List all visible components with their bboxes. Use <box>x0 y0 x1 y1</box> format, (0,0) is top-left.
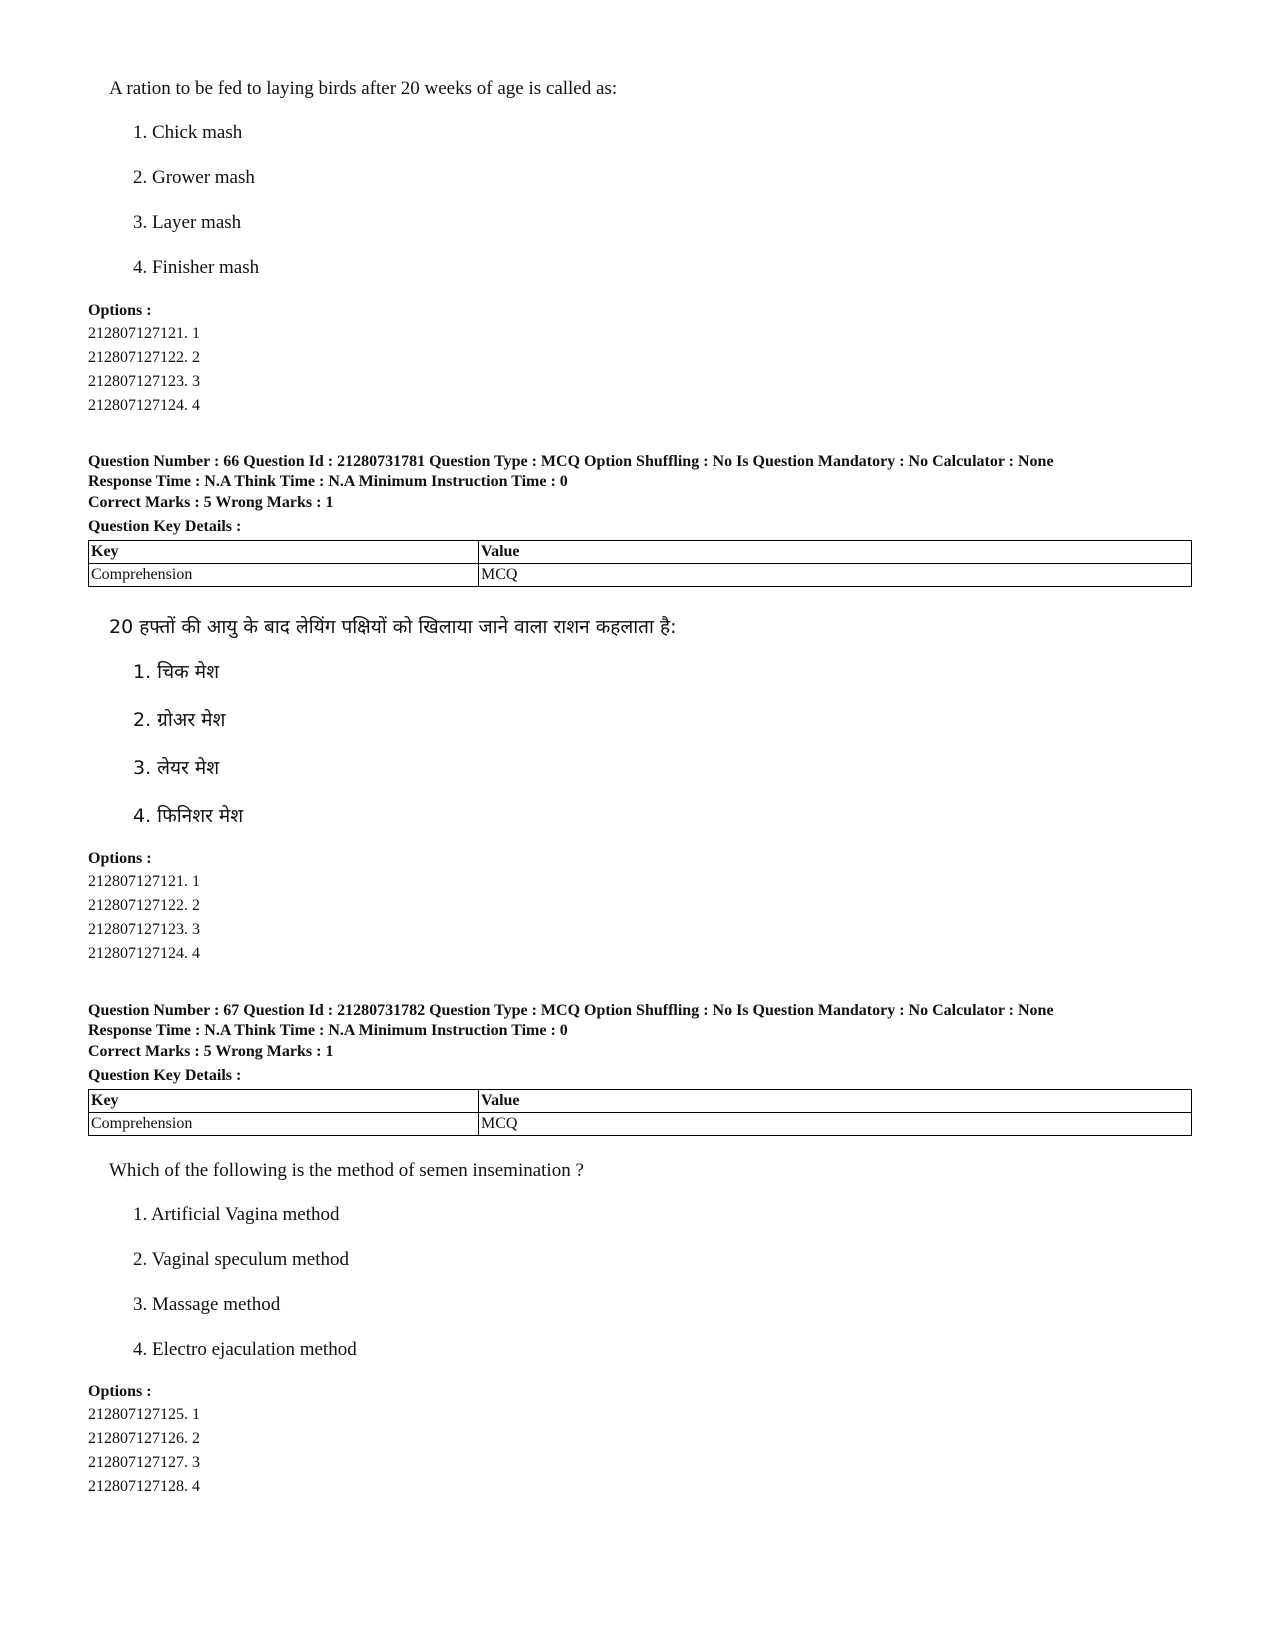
question-text: A ration to be fed to laying birds after 20 weeks of age is called as: <box>109 78 618 99</box>
table-cell-key: Comprehension <box>89 564 479 587</box>
table-header-value: Value <box>479 1090 1192 1113</box>
option-id: 212807127124. 4 <box>88 945 200 962</box>
option-id: 212807127126. 2 <box>88 1430 200 1447</box>
table-row <box>89 564 1192 587</box>
option-id: 212807127121. 1 <box>88 873 200 890</box>
table-cell-key: Comprehension <box>89 1113 479 1136</box>
choice-item: 1. चिक मेश <box>133 661 220 683</box>
option-id: 212807127122. 2 <box>88 897 200 914</box>
option-id: 212807127128. 4 <box>88 1478 200 1495</box>
table-header-key: Key <box>89 541 479 564</box>
choice-item: 2. Vaginal speculum method <box>133 1249 350 1270</box>
marks-line: Correct Marks : 5 Wrong Marks : 1 <box>88 1043 334 1060</box>
options-label: Options : <box>88 850 152 867</box>
choice-list <box>133 122 259 302</box>
question-meta <box>88 452 1054 492</box>
choice-item: 2. Grower mash <box>133 167 255 188</box>
question-meta <box>88 1001 1054 1041</box>
question-meta-line: Question Number : 67 Question Id : 21280731782 Question Type : MCQ Option Shuffling : No Is Question Mandatory : No Calculator : None <box>88 1002 1054 1019</box>
choice-item: 4. फिनिशर मेश <box>133 805 244 827</box>
key-details-table <box>88 540 1192 587</box>
option-id: 212807127123. 3 <box>88 373 200 390</box>
choice-item: 4. Finisher mash <box>133 257 260 278</box>
table-cell-value: MCQ <box>479 564 1192 587</box>
choice-item: 3. Layer mash <box>133 212 242 233</box>
choice-item: 4. Electro ejaculation method <box>133 1339 357 1360</box>
options-label: Options : <box>88 1383 152 1400</box>
table-header-row <box>89 1090 1192 1113</box>
option-id: 212807127123. 3 <box>88 921 200 938</box>
key-details-label: Question Key Details : <box>88 518 242 535</box>
question-meta-line: Response Time : N.A Think Time : N.A Minimum Instruction Time : 0 <box>88 1022 568 1039</box>
choice-item: 1. Chick mash <box>133 122 243 143</box>
key-details-table <box>88 1089 1192 1136</box>
table-header-key: Key <box>89 1090 479 1113</box>
question-meta-line: Question Number : 66 Question Id : 21280731781 Question Type : MCQ Option Shuffling : No Is Question Mandatory : No Calculator : None <box>88 453 1054 470</box>
option-id: 212807127121. 1 <box>88 325 200 342</box>
choice-item: 1. Artificial Vagina method <box>133 1204 340 1225</box>
table-header-value: Value <box>479 541 1192 564</box>
question-text: Which of the following is the method of semen insemination ? <box>109 1160 584 1181</box>
table-header-row <box>89 541 1192 564</box>
question-meta-line: Response Time : N.A Think Time : N.A Minimum Instruction Time : 0 <box>88 473 568 490</box>
choice-item: 2. ग्रोअर मेश <box>133 709 226 731</box>
marks-line: Correct Marks : 5 Wrong Marks : 1 <box>88 494 334 511</box>
question-text-hindi: 20 हफ्तों की आयु के बाद लेयिंग पक्षियों को खिलाया जाने वाला राशन कहलाता है: <box>109 616 677 638</box>
option-id-list <box>88 870 200 966</box>
option-id: 212807127127. 3 <box>88 1454 200 1471</box>
choice-item: 3. लेयर मेश <box>133 757 220 779</box>
option-id: 212807127122. 2 <box>88 349 200 366</box>
option-id: 212807127125. 1 <box>88 1406 200 1423</box>
table-cell-value: MCQ <box>479 1113 1192 1136</box>
table-row <box>89 1113 1192 1136</box>
choice-list-hindi <box>133 658 243 850</box>
key-details-label: Question Key Details : <box>88 1067 242 1084</box>
option-id: 212807127124. 4 <box>88 397 200 414</box>
options-label: Options : <box>88 302 152 319</box>
option-id-list <box>88 322 200 418</box>
choice-list <box>133 1204 357 1384</box>
choice-item: 3. Massage method <box>133 1294 281 1315</box>
option-id-list <box>88 1403 200 1499</box>
